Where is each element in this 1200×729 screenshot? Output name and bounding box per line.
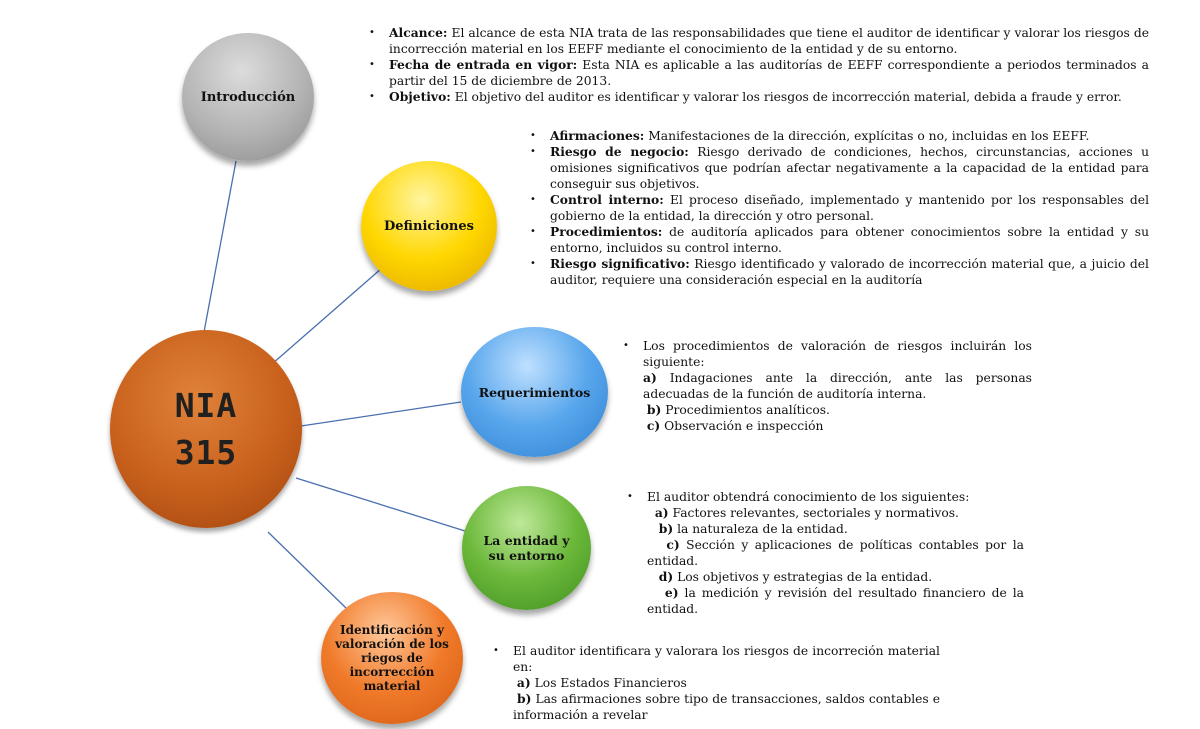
bullet-text: Manifestaciones de la dirección, explícitas o no, incluidas en los EEFF.: [644, 129, 1090, 143]
requirement-item: a) Indagaciones ante la dirección, ante las personas adecuadas de la función de auditoría interna.: [643, 370, 1032, 401]
bullet-text: El objetivo del auditor es identificar y valorar los riesgos de incorrección material, debida a fraude y error.: [450, 90, 1122, 104]
identification-text-block: [490, 643, 940, 723]
bullet-text: El auditor identificara y valorara los riesgos de incorreción material en:: [513, 644, 940, 674]
entity-bullet: [624, 489, 1024, 617]
node-requerimientos: [461, 327, 608, 457]
connector-identification: [268, 532, 346, 608]
connector-requirements: [301, 402, 461, 426]
requirement-item: c) Observación e inspección: [646, 418, 824, 433]
node-definiciones: [361, 161, 497, 291]
definition-bullet: [527, 192, 1149, 224]
definition-bullet: [527, 144, 1149, 192]
bullet-term: Fecha de entrada en vigor:: [389, 57, 578, 72]
bullet-text: Riesgo identificado y valorado de incorrección material que, a juicio del auditor, requiere una consideración especial en la auditoría: [550, 257, 1149, 287]
connector-definitions: [272, 268, 382, 364]
entity-text-block: [624, 489, 1024, 617]
intro-text-block: [366, 25, 1149, 105]
intro-bullet: [366, 57, 1149, 89]
bullet-text: Esta NIA es aplicable a las auditorías de EEFF correspondiente a periodos terminados a partir del 15 de diciembre de 2013.: [389, 58, 1149, 88]
bullet-term: Riesgo de negocio:: [550, 144, 689, 159]
identification-item: a) Los Estados Financieros: [516, 675, 687, 690]
node-entidad: [462, 486, 591, 610]
entity-item: c) Sección y aplicaciones de políticas contables por la entidad.: [647, 537, 1025, 568]
intro-bullet: [366, 89, 1149, 105]
requirements-bullet: [620, 338, 1032, 434]
bullet-text: Riesgo derivado de condiciones, hechos, circunstancias, acciones u omisiones significativos que podrían afectar negativamente a la capacidad de la entidad para conseguir sus objetivos.: [550, 145, 1150, 191]
definition-bullet: [527, 128, 1149, 144]
bullet-text: El proceso diseñado, implementado y mantenido por los responsables del gobierno de la entidad, la dirección y otro personal.: [550, 193, 1149, 223]
identification-bullet: [490, 643, 940, 723]
connector-intro: [204, 161, 236, 332]
node-requerimientos-label: Requerimientos: [478, 384, 591, 400]
center-node-nia315: [110, 330, 302, 528]
identification-item: b) Las afirmaciones sobre tipo de transacciones, saldos contables e información a revelar: [513, 691, 940, 722]
bullet-term: Alcance:: [389, 25, 448, 40]
entity-item: e) la medición y revisión del resultado financiero de la entidad.: [647, 585, 1024, 616]
bullet-term: Objetivo:: [389, 89, 451, 104]
bullet-text: de auditoría aplicados para obtener conocimientos sobre la entidad y su entorno, incluidos su control interno.: [550, 225, 1149, 255]
bullet-text: El auditor obtendrá conocimiento de los siguientes:: [647, 490, 970, 504]
node-identificacion-label: Identificación y valoración de los riegos de incorrección material: [335, 623, 449, 693]
bullet-text: Los procedimientos de valoración de riesgos incluirán los siguiente:: [643, 339, 1032, 369]
definitions-text-block: [527, 128, 1149, 288]
node-entidad-label-2: su entorno: [488, 548, 565, 563]
intro-bullet: [366, 25, 1149, 57]
node-introduccion-label: Introducción: [200, 89, 296, 105]
bullet-term: Procedimientos:: [550, 224, 663, 239]
connector-entity: [296, 478, 465, 531]
node-introduccion: [182, 33, 314, 161]
definition-bullet: [527, 224, 1149, 256]
center-title-line1: NIA: [174, 386, 238, 425]
entity-item: d) Los objetivos y estrategias de la entidad.: [658, 569, 933, 584]
bullet-term: Riesgo significativo:: [550, 256, 690, 271]
bullet-term: Afirmaciones:: [550, 128, 645, 143]
definition-bullet: [527, 256, 1149, 288]
entity-item: a) Factores relevantes, sectoriales y normativos.: [654, 505, 959, 520]
bullet-term: Control interno:: [550, 192, 664, 207]
requirements-text-block: [620, 338, 1032, 434]
entity-item: b) la naturaleza de la entidad.: [658, 521, 848, 536]
requirement-item: b) Procedimientos analíticos.: [646, 402, 830, 417]
node-definiciones-label: Definiciones: [384, 218, 474, 234]
center-title-line2: 315: [174, 433, 238, 472]
node-identificacion: [321, 592, 463, 724]
bullet-text: El alcance de esta NIA trata de las responsabilidades que tiene el auditor de identificar y valorar los riesgos de incorrección material en los EEFF mediante el conocimiento de la entidad y de su entorno.: [389, 26, 1149, 56]
node-entidad-label-1: La entidad y: [483, 533, 570, 548]
